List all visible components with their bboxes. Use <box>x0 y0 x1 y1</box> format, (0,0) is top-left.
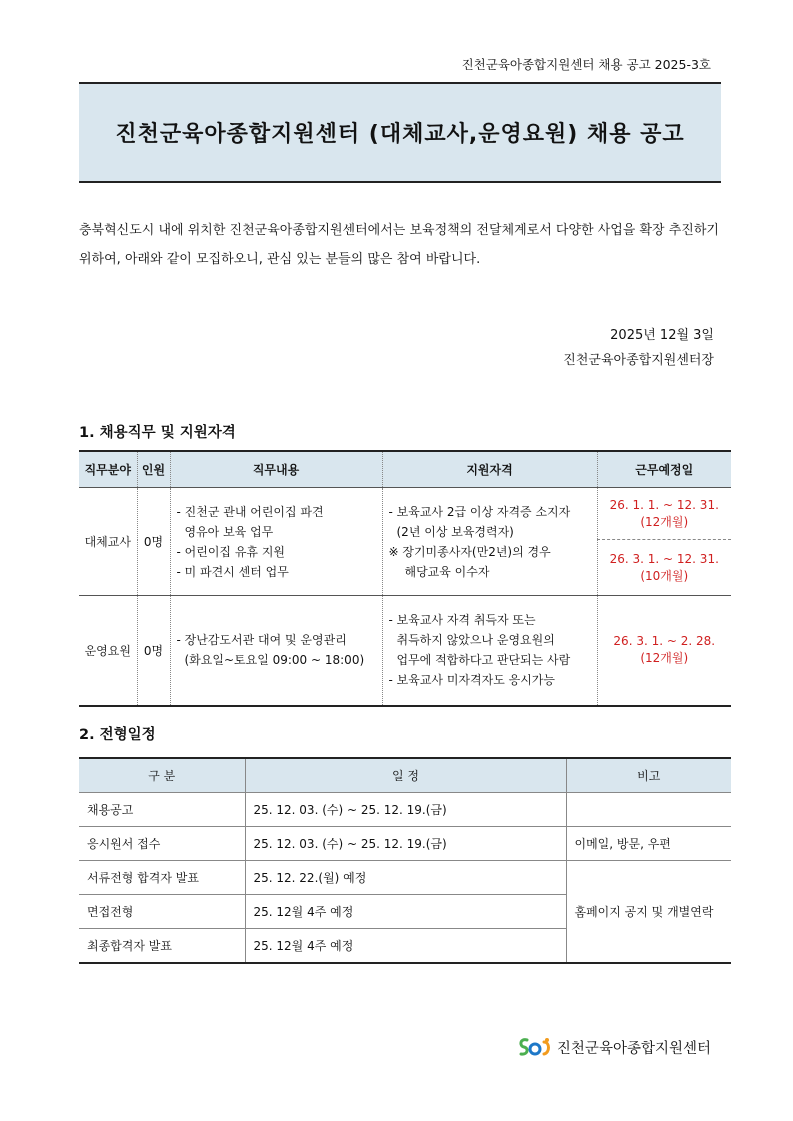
schedule-label: 최종합격자 발표 <box>79 929 245 964</box>
period-cell <box>597 596 731 706</box>
schedule-date: 25. 12. 03. (수) ~ 25. 12. 19.(금) <box>245 827 566 861</box>
row-count: 0명 <box>137 596 170 706</box>
period-months: (12개월) <box>640 651 689 666</box>
row-quals <box>382 596 597 706</box>
period-cell <box>597 488 731 540</box>
qual-line: - 보육교사 2급 이상 자격증 소지자 <box>388 504 571 519</box>
period-range: 26. 1. 1. ~ 12. 31. <box>609 497 719 512</box>
schedule-label: 채용공고 <box>79 793 245 827</box>
row-field: 운영요원 <box>79 596 137 706</box>
schedule-note: 이메일, 방문, 우편 <box>566 827 731 861</box>
schedule-note: 홈페이지 공지 및 개별연락 <box>566 861 731 964</box>
duty-line: - 어린이집 유휴 지원 <box>176 544 286 559</box>
signer: 진천군육아종합지원센터장 <box>563 353 714 368</box>
org-logo-icon <box>517 1036 553 1058</box>
period-range: 26. 3. 1. ~ 12. 31. <box>609 551 719 566</box>
row-field: 대체교사 <box>79 488 137 596</box>
header-category: 구 분 <box>79 758 245 793</box>
schedule-date: 25. 12월 4주 예정 <box>245 895 566 929</box>
page-title: 진천군육아종합지원센터 (대체교사,운영요원) 채용 공고 <box>115 122 685 147</box>
qual-line: (2년 이상 보육경력자) <box>396 524 514 539</box>
footer-logo <box>517 1036 711 1058</box>
header-duties: 직무내용 <box>170 451 382 488</box>
schedule-table <box>79 757 731 964</box>
schedule-note <box>566 793 731 827</box>
header-field: 직무분야 <box>79 451 137 488</box>
duty-line: - 진천군 관내 어린이집 파견 <box>176 504 324 519</box>
qual-line: - 보육교사 미자격자도 응시가능 <box>388 673 555 688</box>
schedule-label: 면접전형 <box>79 895 245 929</box>
header-period: 근무예정일 <box>597 451 731 488</box>
schedule-label: 서류전형 합격자 발표 <box>79 861 245 895</box>
row-duties <box>170 596 382 706</box>
header-schedule: 일 정 <box>245 758 566 793</box>
schedule-date: 25. 12. 03. (수) ~ 25. 12. 19.(금) <box>245 793 566 827</box>
schedule-label: 응시원서 접수 <box>79 827 245 861</box>
title-box <box>79 82 721 183</box>
row-count: 0명 <box>137 488 170 596</box>
schedule-date: 25. 12. 22.(월) 예정 <box>245 861 566 895</box>
announcement-date: 2025년 12월 3일 <box>610 328 714 343</box>
period-months: (12개월) <box>640 514 689 529</box>
row-quals <box>382 488 597 596</box>
qual-line: 취득하지 않았으나 운영요원의 <box>396 633 555 648</box>
document-number: 진천군육아종합지원센터 채용 공고 2025-3호 <box>461 57 711 72</box>
header-count: 인원 <box>137 451 170 488</box>
duty-line: - 미 파견시 센터 업무 <box>176 564 289 579</box>
section-2-heading: 2. 전형일정 <box>79 727 156 743</box>
header-quals: 지원자격 <box>382 451 597 488</box>
schedule-date: 25. 12월 4주 예정 <box>245 929 566 964</box>
qual-line: - 보육교사 자격 취득자 또는 <box>388 613 536 628</box>
row-duties <box>170 488 382 596</box>
org-name: 진천군육아종합지원센터 <box>556 1040 711 1057</box>
intro-paragraph: 충북혁신도시 내에 위치한 진천군육아종합지원센터에서는 보육정책의 전달체계로서 다양한 사업을 확장 추진하기 위하여, 아래와 같이 모집하오니, 관심 있는 분들의 많은 참여 바랍니다. <box>79 223 719 267</box>
qual-line: 해당교육 이수자 <box>404 564 490 579</box>
duty-line: 영유아 보육 업무 <box>184 524 274 539</box>
job-table <box>79 450 731 707</box>
header-note: 비고 <box>566 758 731 793</box>
period-months: (10개월) <box>640 568 689 583</box>
qual-line: 업무에 적합하다고 판단되는 사람 <box>396 653 571 668</box>
period-cell <box>597 540 731 596</box>
qual-line: ※ 장기미종사자(만2년)의 경우 <box>388 544 551 559</box>
section-1-heading: 1. 채용직무 및 지원자격 <box>79 425 236 441</box>
duty-line: (화요일~토요일 09:00 ~ 18:00) <box>184 653 365 668</box>
duty-line: - 장난감도서관 대여 및 운영관리 <box>176 633 347 648</box>
period-range: 26. 3. 1. ~ 2. 28. <box>613 634 716 649</box>
